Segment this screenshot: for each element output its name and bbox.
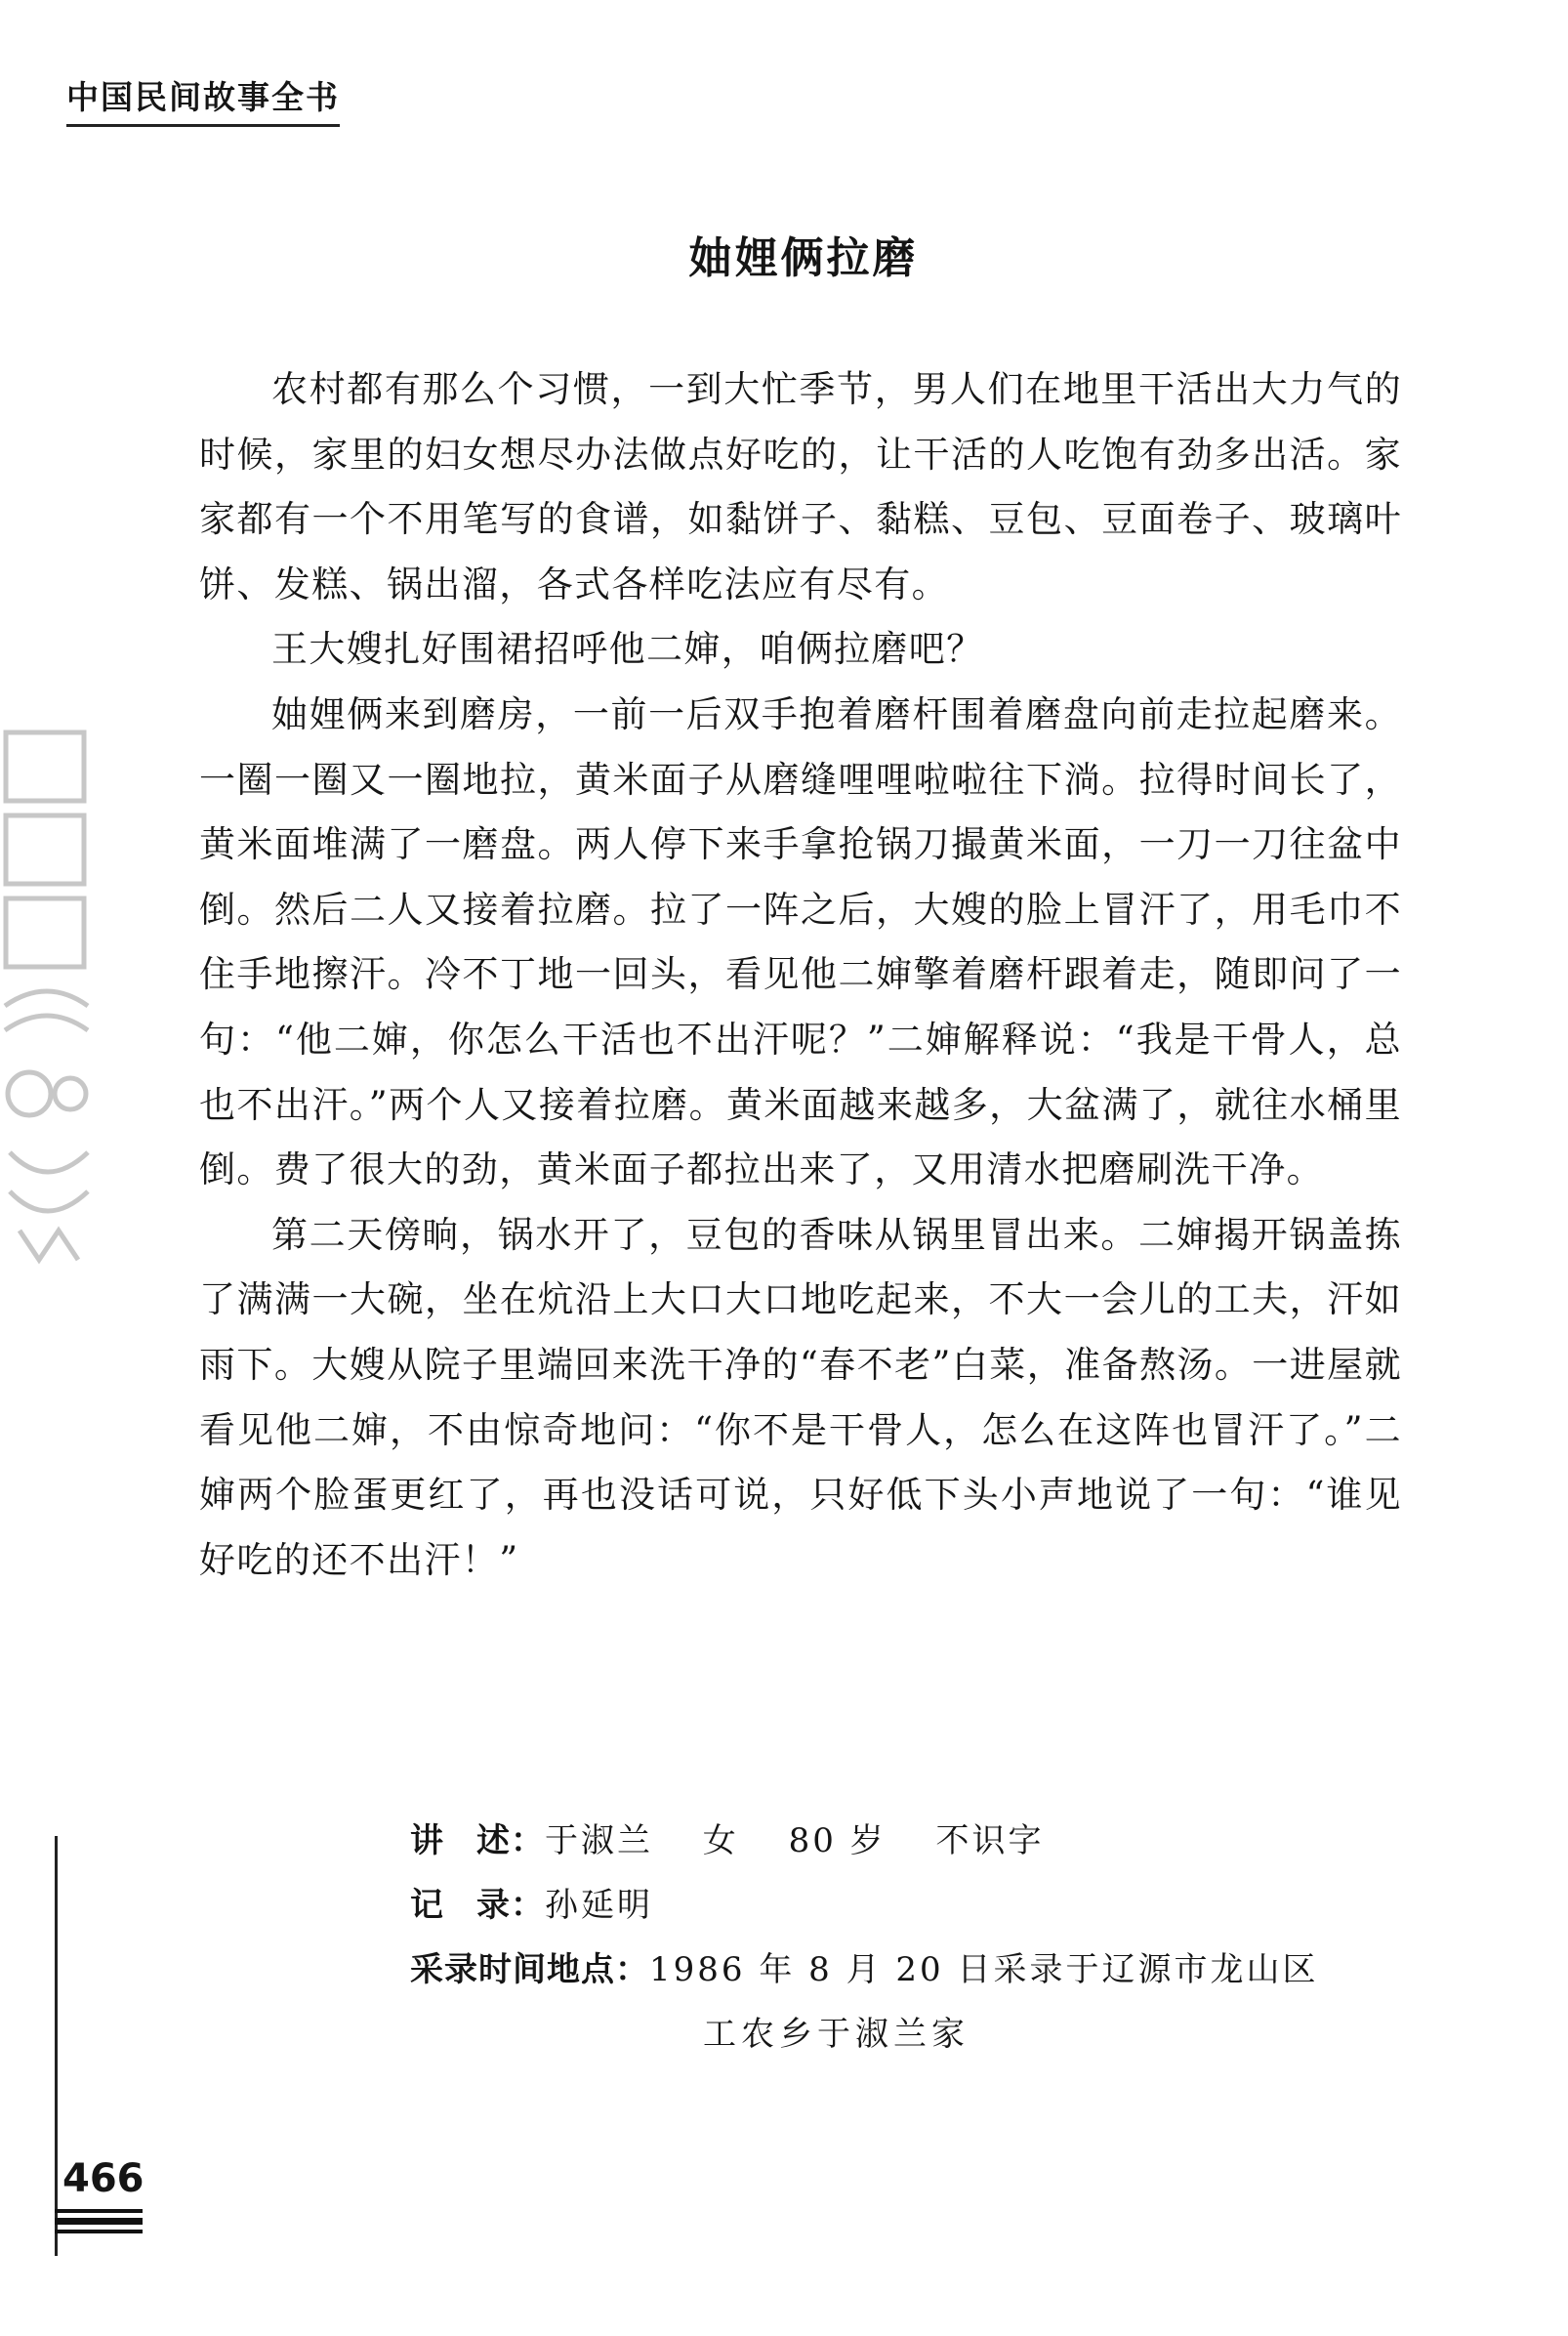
- time-place-row: [410, 1938, 1425, 2002]
- recorder-label-char: 录：: [476, 1886, 545, 1925]
- time-place-value: 1986 年 8 月 20 日采录于辽源市龙山区: [649, 1950, 1319, 1989]
- story-title: 妯娌俩拉磨: [688, 233, 919, 283]
- narrator-label-char: 讲: [410, 1821, 444, 1860]
- story-paragraph: 农村都有那么个习惯，一到大忙季节，男人们在地里干活出大力气的时候，家里的妇女想尽办法做点好吃的，让干活的人吃饱有劲多出活。家家都有一个不用笔写的食谱，如黏饼子、黏糕、豆包、豆面卷子、玻璃叶饼、发糕、锅出溜，各式各样吃法应有尽有。: [199, 368, 1402, 605]
- recorder-label-char: 记: [410, 1886, 444, 1925]
- story-body: [199, 357, 1402, 1593]
- story-paragraph: 妯娌俩来到磨房，一前一后双手抱着磨杆围着磨盘向前走拉起磨来。一圈一圈又一圈地拉，黄米面子从磨缝哩哩啦啦往下淌。拉得时间长了，黄米面堆满了一磨盘。两人停下来手拿抢锅刀撮黄米面，一刀一刀往盆中倒。然后二人又接着拉磨。拉了一阵之后，大嫂的脸上冒汗了，用毛巾不住手地擦汗。冷不丁地一回头，看见他二婶擎着磨杆跟着走，随即问了一句：“他二婶，你怎么干活也不出汗呢？”二婶解释说：“我是干骨人，总也不出汗。”两个人又接着拉磨。黄米面越来越多，大盆满了，就往水桶里倒。费了很大的劲，黄米面子都拉出来了，又用清水把磨刷洗干净。: [199, 692, 1402, 1191]
- time-place-continuation: 工农乡于淑兰家: [703, 2015, 970, 2054]
- page-bar: [55, 2230, 143, 2233]
- narrator-value: 于淑兰 女 80 岁 不识字: [545, 1821, 1045, 1860]
- page-bar: [55, 2218, 143, 2225]
- page-number: 466: [62, 2156, 144, 2201]
- recorder-label: [410, 1873, 545, 1938]
- recorder-row: [410, 1873, 1425, 1938]
- series-header: 中国民间故事全书: [66, 72, 340, 127]
- narrator-label: [410, 1809, 545, 1873]
- time-place-label: 采录时间地点：: [410, 1950, 649, 1989]
- decorative-mask-icon: [0, 723, 93, 1270]
- narrator-row: [410, 1809, 1425, 1873]
- margin-rule: [55, 1836, 58, 2256]
- page-number-bars: [55, 2209, 143, 2238]
- story-paragraph: 王大嫂扎好围裙招呼他二婶，咱俩拉磨吧？: [271, 628, 984, 671]
- story-paragraph: 第二天傍晌，锅水开了，豆包的香味从锅里冒出来。二婶揭开锅盖拣了满满一大碗，坐在炕沿上大口大口地吃起来，不大一会儿的工夫，汗如雨下。大嫂从院子里端回来洗干净的“春不老”白菜，准备熬汤。一进屋就看见他二婶，不由惊奇地问：“你不是干骨人，怎么在这阵也冒汗了。”二婶两个脸蛋更红了，再也没话可说，只好低下头小声地说了一句：“谁见好吃的还不出汗！”: [199, 1213, 1402, 1581]
- collection-credits: [410, 1809, 1425, 2066]
- page-bar: [55, 2209, 143, 2213]
- narrator-label-char: 述：: [476, 1821, 545, 1860]
- recorder-value: 孙延明: [545, 1886, 653, 1925]
